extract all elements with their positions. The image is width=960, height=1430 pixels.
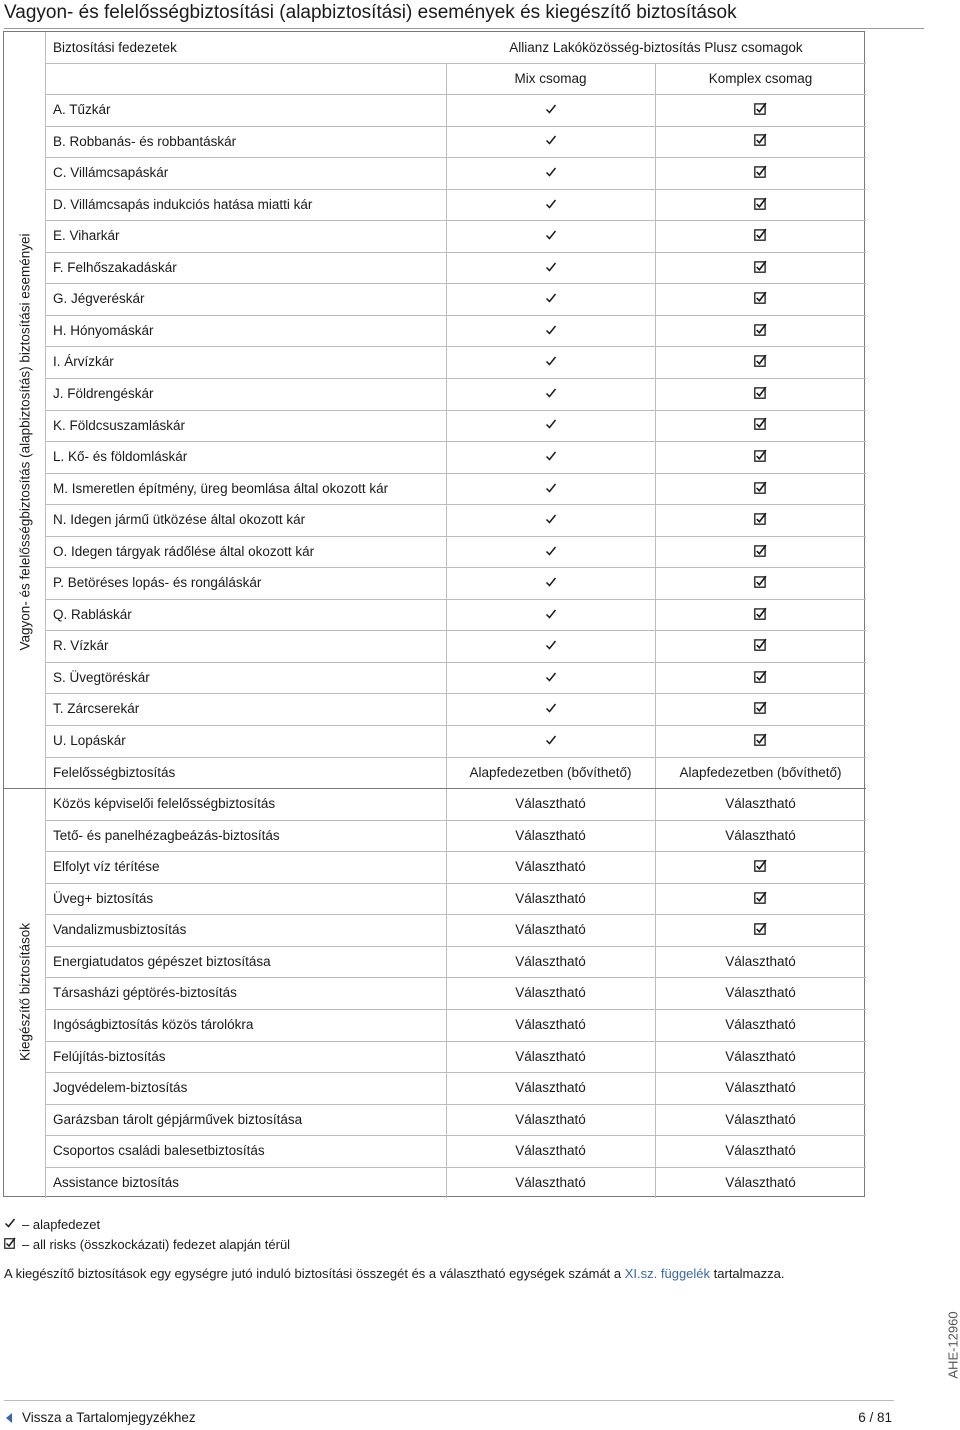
checkbox-icon bbox=[754, 221, 767, 252]
table-row-label: C. Villámcsapáskár bbox=[53, 165, 169, 181]
check-icon bbox=[545, 537, 557, 568]
table-row-label: Üveg+ biztosítás bbox=[53, 890, 154, 906]
table-row-label: I. Árvízkár bbox=[53, 354, 114, 370]
komplex-value: Választható bbox=[725, 1048, 796, 1064]
checkbox-icon bbox=[754, 158, 767, 189]
table-row-label: Ingóságbiztosítás közös tárolókra bbox=[53, 1016, 254, 1032]
komplex-value bbox=[655, 252, 866, 284]
table-row-label: Csoportos családi balesetbiztosítás bbox=[53, 1143, 265, 1159]
checkbox-icon bbox=[754, 505, 767, 536]
mix-value: Választható bbox=[515, 1048, 586, 1064]
table-row-label: Társasházi géptörés-biztosítás bbox=[53, 985, 237, 1001]
coverage-header: Biztosítási fedezetek bbox=[53, 40, 177, 55]
komplex-value bbox=[655, 725, 866, 757]
komplex-value bbox=[655, 346, 866, 378]
checkbox-icon bbox=[754, 316, 767, 347]
checkbox-icon bbox=[754, 379, 767, 410]
check-icon bbox=[545, 410, 557, 441]
mix-value bbox=[446, 189, 655, 221]
komplex-value bbox=[655, 630, 866, 662]
check-icon bbox=[545, 316, 557, 347]
check-icon bbox=[545, 284, 557, 315]
mix-value bbox=[446, 220, 655, 252]
mix-value bbox=[446, 662, 655, 694]
table-row-label: A. Tűzkár bbox=[53, 102, 111, 117]
column-divider bbox=[45, 32, 46, 1198]
check-icon bbox=[545, 379, 557, 410]
check-icon bbox=[545, 221, 557, 252]
komplex-value bbox=[655, 662, 866, 694]
legend-item-box bbox=[4, 1234, 290, 1254]
checkbox-icon bbox=[754, 284, 767, 315]
komplex-value bbox=[655, 567, 866, 599]
check-icon bbox=[545, 726, 557, 757]
mix-value: Választható bbox=[515, 827, 586, 843]
komplex-value bbox=[655, 126, 866, 158]
komplex-value bbox=[655, 473, 866, 505]
check-icon bbox=[4, 1217, 16, 1232]
komplex-value bbox=[655, 94, 866, 126]
komplex-value: Választható bbox=[725, 796, 796, 812]
note-text-end: tartalmazza. bbox=[710, 1266, 785, 1281]
komplex-value bbox=[655, 504, 866, 536]
footer-divider bbox=[4, 1400, 894, 1401]
mix-value bbox=[446, 599, 655, 631]
checkbox-icon bbox=[754, 915, 767, 946]
check-icon bbox=[545, 442, 557, 473]
table-row-label: F. Felhőszakadáskár bbox=[53, 259, 177, 275]
checkbox-icon bbox=[754, 884, 767, 915]
table-row-label: E. Viharkár bbox=[53, 228, 120, 244]
mix-value: Választható bbox=[515, 1174, 586, 1190]
column-header-komplex: Komplex csomag bbox=[708, 71, 813, 86]
table-row-label: P. Betöréses lopás- és rongáláskár bbox=[53, 575, 262, 591]
komplex-value bbox=[655, 536, 866, 568]
komplex-value bbox=[655, 315, 866, 347]
check-icon bbox=[545, 568, 557, 599]
table-row-label: T. Zárcserekár bbox=[53, 701, 140, 717]
komplex-value bbox=[655, 693, 866, 725]
mix-value: Választható bbox=[515, 796, 586, 812]
table-row-label: J. Földrengéskár bbox=[53, 385, 154, 401]
product-header: Allianz Lakóközösség-biztosítás Plusz csomagok bbox=[509, 40, 803, 55]
check-icon bbox=[545, 95, 557, 126]
check-icon bbox=[545, 474, 557, 505]
table-row-label: Közös képviselői felelősségbiztosítás bbox=[53, 796, 276, 812]
table-row-label: Jogvédelem-biztosítás bbox=[53, 1080, 188, 1096]
appendix-link[interactable]: XI.sz. függelék bbox=[624, 1266, 711, 1281]
check-icon bbox=[545, 126, 557, 157]
checkbox-icon bbox=[4, 1237, 16, 1252]
legend-item-check bbox=[4, 1214, 290, 1234]
table-row-label: Felújítás-biztosítás bbox=[53, 1048, 166, 1064]
checkbox-icon bbox=[754, 474, 767, 505]
mix-value: Választható bbox=[515, 953, 586, 969]
checkbox-icon bbox=[754, 631, 767, 662]
legend-check-text: – alapfedezet bbox=[22, 1216, 101, 1232]
mix-value bbox=[446, 536, 655, 568]
legend-box-text: – all risks (összkockázati) fedezet alapján térül bbox=[22, 1236, 291, 1252]
supplementary-group-label: Kiegészítő biztosítások bbox=[17, 922, 32, 1062]
komplex-value: Választható bbox=[725, 1111, 796, 1127]
komplex-value: Választható bbox=[725, 1143, 796, 1159]
column-header-mix: Mix csomag bbox=[514, 71, 587, 86]
mix-value: Választható bbox=[515, 890, 586, 906]
checkbox-icon bbox=[754, 347, 767, 378]
checkbox-icon bbox=[754, 600, 767, 631]
coverage-table bbox=[3, 31, 865, 1197]
mix-value bbox=[446, 567, 655, 599]
check-icon bbox=[545, 190, 557, 221]
komplex-value bbox=[655, 283, 866, 315]
back-to-contents-link[interactable] bbox=[6, 1410, 196, 1425]
mix-value: Választható bbox=[515, 1016, 586, 1032]
check-icon bbox=[545, 347, 557, 378]
mix-value: Alapfedezetben (bővíthető) bbox=[469, 764, 632, 780]
komplex-value bbox=[655, 441, 866, 473]
table-row-label: O. Idegen tárgyak rádőlése által okozott kár bbox=[53, 543, 315, 559]
checkbox-icon bbox=[754, 852, 767, 883]
supplementary-note bbox=[4, 1266, 784, 1281]
komplex-value: Alapfedezetben (bővíthető) bbox=[679, 764, 842, 780]
mix-value bbox=[446, 126, 655, 158]
komplex-value: Választható bbox=[725, 1016, 796, 1032]
table-row-label: Vandalizmusbiztosítás bbox=[53, 922, 187, 938]
check-icon bbox=[545, 631, 557, 662]
mix-value: Választható bbox=[515, 1111, 586, 1127]
mix-value: Választható bbox=[515, 1143, 586, 1159]
document-code: AHE-12960 bbox=[945, 1311, 960, 1379]
komplex-value: Választható bbox=[725, 1174, 796, 1190]
komplex-value: Választható bbox=[725, 985, 796, 1001]
checkbox-icon bbox=[754, 126, 767, 157]
mix-value bbox=[446, 283, 655, 315]
checkbox-icon bbox=[754, 253, 767, 284]
checkbox-icon bbox=[754, 726, 767, 757]
komplex-value bbox=[655, 220, 866, 252]
table-row-label: H. Hónyomáskár bbox=[53, 322, 154, 338]
mix-value bbox=[446, 346, 655, 378]
mix-value bbox=[446, 504, 655, 536]
komplex-value bbox=[655, 189, 866, 221]
komplex-value bbox=[655, 410, 866, 442]
mix-value: Választható bbox=[515, 1080, 586, 1096]
mix-value bbox=[446, 94, 655, 126]
komplex-value: Választható bbox=[725, 827, 796, 843]
table-row-label: R. Vízkár bbox=[53, 638, 109, 654]
table-row-label: U. Lopáskár bbox=[53, 733, 126, 748]
checkbox-icon bbox=[754, 410, 767, 441]
back-to-contents-label: Vissza a Tartalomjegyzékhez bbox=[22, 1410, 196, 1425]
mix-value bbox=[446, 378, 655, 410]
table-row-label: Elfolyt víz térítése bbox=[53, 859, 160, 875]
checkbox-icon bbox=[754, 442, 767, 473]
komplex-value bbox=[655, 851, 866, 883]
checkbox-icon bbox=[754, 537, 767, 568]
mix-value bbox=[446, 157, 655, 189]
check-icon bbox=[545, 663, 557, 694]
mix-value bbox=[446, 315, 655, 347]
komplex-value bbox=[655, 914, 866, 946]
check-icon bbox=[545, 158, 557, 189]
checkbox-icon bbox=[754, 663, 767, 694]
checkbox-icon bbox=[754, 568, 767, 599]
legend bbox=[4, 1214, 290, 1254]
check-icon bbox=[545, 253, 557, 284]
komplex-value bbox=[655, 378, 866, 410]
table-row-label: K. Földcsuszamláskár bbox=[53, 417, 186, 433]
table-row-label: N. Idegen jármű ütközése által okozott kár bbox=[53, 512, 306, 528]
note-text: A kiegészítő biztosítások egy egységre jutó induló biztosítási összegét és a választható egységek számát a bbox=[4, 1266, 625, 1281]
komplex-value bbox=[655, 883, 866, 915]
mix-value bbox=[446, 473, 655, 505]
table-row-label: Garázsban tárolt gépjárművek biztosítása bbox=[53, 1111, 303, 1127]
page-number: 6 / 81 bbox=[858, 1410, 892, 1425]
mix-value bbox=[446, 441, 655, 473]
table-row-label: Assistance biztosítás bbox=[53, 1174, 180, 1190]
mix-value bbox=[446, 252, 655, 284]
mix-value bbox=[446, 725, 655, 757]
table-row-label: Q. Rabláskár bbox=[53, 606, 132, 622]
checkbox-icon bbox=[754, 190, 767, 221]
mix-value bbox=[446, 410, 655, 442]
mix-value: Választható bbox=[515, 985, 586, 1001]
table-row-label: Felelősségbiztosítás bbox=[53, 764, 176, 780]
arrow-left-icon bbox=[6, 1413, 12, 1423]
table-row-label: Energiatudatos gépészet biztosítása bbox=[53, 953, 271, 969]
mix-value bbox=[446, 630, 655, 662]
checkbox-icon bbox=[754, 694, 767, 725]
komplex-value: Választható bbox=[725, 953, 796, 969]
base-group-label: Vagyon- és felelősségbiztosítás (alapbiztosítás) biztosítási eseményei bbox=[17, 233, 32, 651]
check-icon bbox=[545, 600, 557, 631]
check-icon bbox=[545, 694, 557, 725]
table-row-label: D. Villámcsapás indukciós hatása miatti kár bbox=[53, 196, 313, 212]
komplex-value: Választható bbox=[725, 1080, 796, 1096]
table-row-label: G. Jégveréskár bbox=[53, 291, 145, 307]
table-row-label: M. Ismeretlen építmény, üreg beomlása által okozott kár bbox=[53, 480, 389, 496]
komplex-value bbox=[655, 157, 866, 189]
mix-value bbox=[446, 693, 655, 725]
table-row-label: S. Üvegtöréskár bbox=[53, 669, 150, 685]
mix-value: Választható bbox=[515, 922, 586, 938]
mix-value: Választható bbox=[515, 859, 586, 875]
checkbox-icon bbox=[754, 95, 767, 126]
page-title: Vagyon- és felelősségbiztosítási (alapbiztosítási) események és kiegészítő biztosítások bbox=[4, 0, 924, 29]
komplex-value bbox=[655, 599, 866, 631]
table-row-label: B. Robbanás- és robbantáskár bbox=[53, 133, 237, 149]
table-row-label: Tető- és panelhézagbeázás-biztosítás bbox=[53, 827, 280, 843]
check-icon bbox=[545, 505, 557, 536]
table-row-label: L. Kő- és földomláskár bbox=[53, 449, 188, 465]
